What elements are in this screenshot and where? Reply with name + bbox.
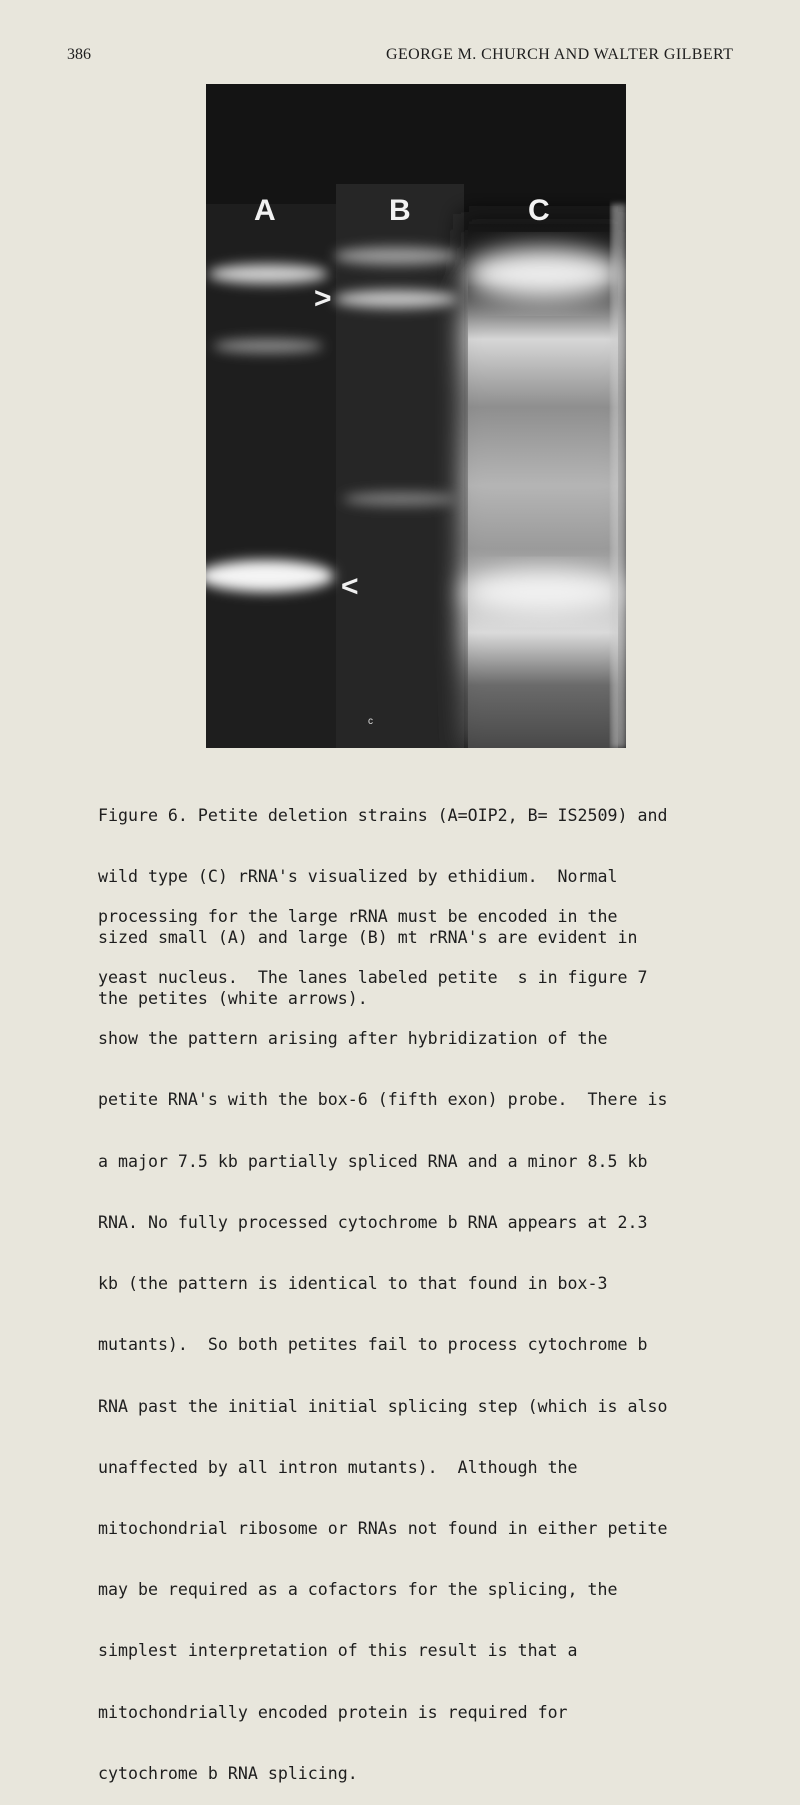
band-a-large (208, 264, 328, 284)
gel-speck-mark: c (368, 716, 373, 727)
band-a-mid (213, 339, 323, 353)
body-line: simplest interpretation of this result is that a (98, 1641, 578, 1661)
body-line: petite RNA's with the box-6 (fifth exon) probe. There is (98, 1090, 668, 1110)
gel-photograph (206, 84, 626, 748)
body-line: cytochrome b RNA splicing. (98, 1763, 358, 1783)
body-paragraph (98, 866, 778, 1805)
body-line: unaffected by all intron mutants). Although the (98, 1457, 578, 1477)
lane-b (336, 184, 464, 748)
body-line: mutants). So both petites fail to process cytochrome b (98, 1335, 648, 1355)
white-arrow-lower: < (341, 570, 359, 603)
white-arrow-upper: > (314, 282, 332, 315)
body-line: kb (the pattern is identical to that found in box-3 (98, 1274, 608, 1294)
body-line: RNA past the initial initial splicing step (which is also (98, 1396, 668, 1416)
gel-image (206, 84, 626, 748)
lane-c-edge (611, 204, 626, 748)
body-line: RNA. No fully processed cytochrome b RNA appears at 2.3 (98, 1212, 648, 1232)
lane-label-b: B (389, 194, 411, 227)
caption-line: the petites (white arrows). (98, 989, 368, 1009)
body-line: a major 7.5 kb partially spliced RNA and a minor 8.5 kb (98, 1151, 648, 1171)
band-b-large (334, 290, 458, 308)
band-c-top (464, 248, 624, 300)
body-line: show the pattern arising after hybridization of the (98, 1029, 608, 1049)
band-b-lower (343, 492, 459, 506)
lane-label-a: A (254, 194, 276, 227)
body-line: yeast nucleus. The lanes labeled petite s in figure 7 (98, 968, 648, 988)
page-number: 386 (67, 46, 91, 63)
body-line: mitochondrial ribosome or RNAs not found in either petite (98, 1519, 668, 1538)
caption-line: Figure 6. Petite deletion strains (A=OIP2, B= IS2509) and (98, 805, 668, 825)
body-line: processing for the large rRNA must be encoded in the (98, 906, 618, 926)
body-line: mitochondrially encoded protein is required for (98, 1702, 568, 1722)
body-line: may be required as a cofactors for the splicing, the (98, 1580, 618, 1600)
caption-line: sized small (A) and large (B) mt rRNA's are evident in (98, 928, 638, 948)
running-head: GEORGE M. CHURCH AND WALTER GILBERT (386, 46, 734, 63)
lane-c (468, 224, 618, 748)
band-c-low (462, 570, 626, 614)
caption-line: wild type (C) rRNA's visualized by ethidium. Normal (98, 867, 618, 887)
lane-label-c: C (528, 194, 550, 227)
band-b-top (334, 247, 458, 265)
